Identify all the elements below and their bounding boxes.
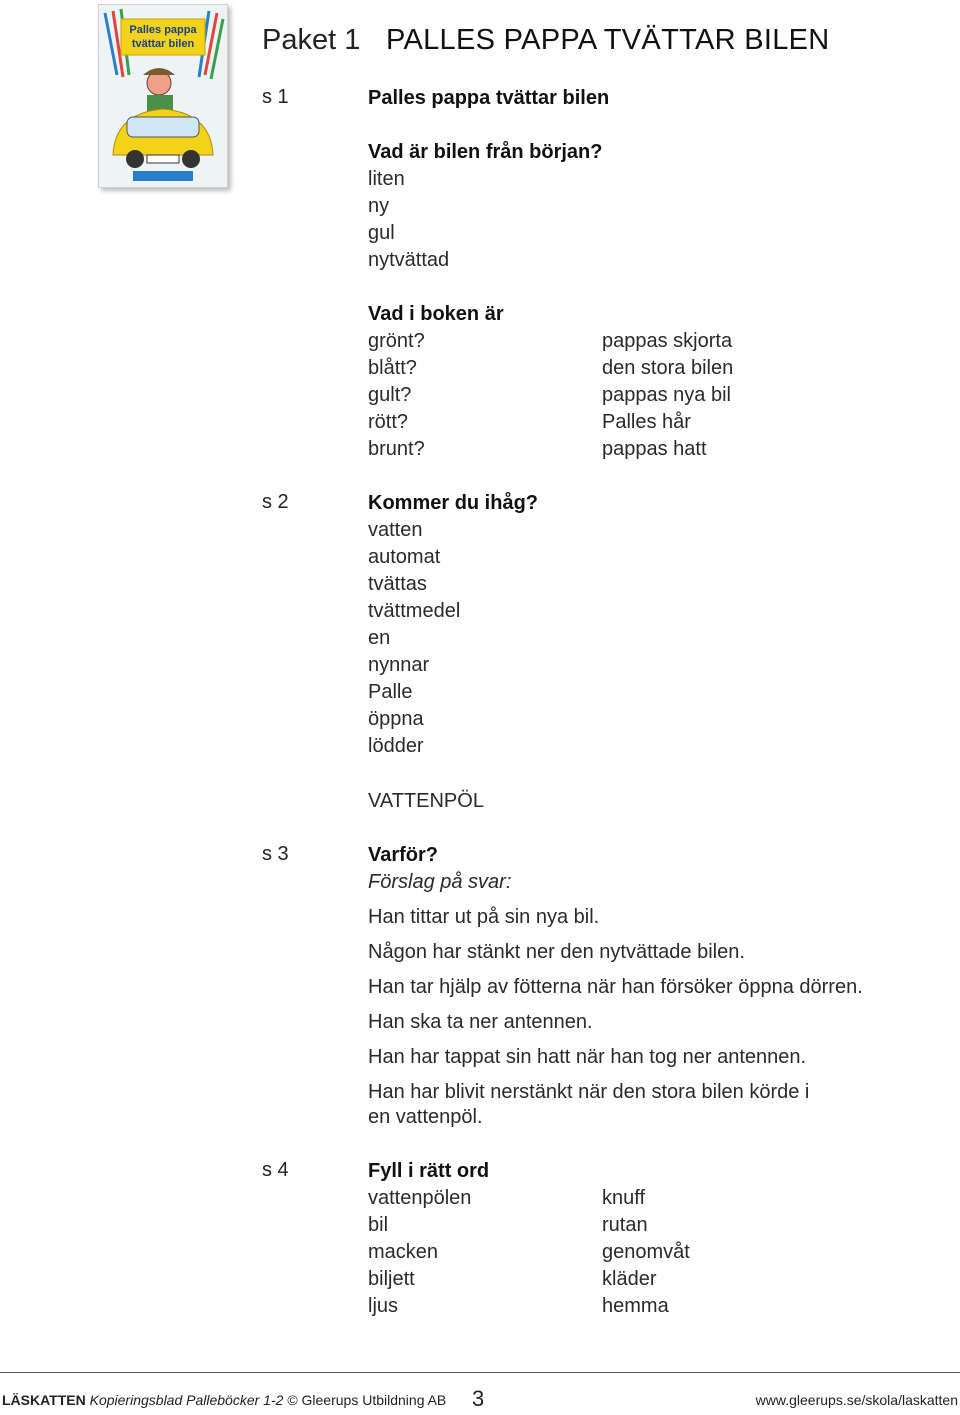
section-label-s2: s 2 [262, 491, 289, 513]
s1-q2-right-item: pappas skjorta [602, 330, 733, 352]
footer-credit [2, 1392, 446, 1408]
s3-answer: Någon har stänkt ner den nytvättade bilen. [368, 941, 745, 963]
section-label-s3: s 3 [262, 843, 289, 865]
s2-item: Palle [368, 681, 413, 703]
s1-q2-left-item: brunt? [368, 438, 425, 460]
s2-item: nynnar [368, 654, 430, 676]
s3-answer: Han har blivit nerstänkt när den stora bilen körde i [368, 1081, 810, 1103]
s1-q1-item: liten [368, 168, 405, 190]
s2-item: tvättmedel [368, 600, 461, 622]
s1-q2-left-item: grönt? [368, 330, 425, 352]
s1-q2-title: Vad i boken är [368, 303, 504, 325]
footer-url: www.gleerups.se/skola/laskatten [755, 1392, 958, 1408]
s3-answer: Han tittar ut på sin nya bil. [368, 906, 600, 928]
s4-right-word: hemma [602, 1295, 669, 1317]
section-label-s4: s 4 [262, 1159, 289, 1181]
s1-q1-item: nytvättad [368, 249, 450, 271]
s3-answer: Han tar hjälp av fötterna när han försöker öppna dörren. [368, 976, 863, 998]
page-title: PALLES PAPPA TVÄTTAR BILEN [386, 24, 830, 56]
s3-title: Varför? [368, 844, 439, 866]
s1-q2-right-item: pappas hatt [602, 438, 707, 460]
s4-title: Fyll i rätt ord [368, 1160, 490, 1182]
svg-text:tvättar bilen: tvättar bilen [131, 38, 195, 50]
s2-item: öppna [368, 708, 424, 730]
s2-extra-word: VATTENPÖL [368, 790, 484, 812]
book-cover-illustration [99, 5, 227, 187]
s2-item: lödder [368, 735, 424, 757]
s1-q2-right-item: Palles hår [602, 411, 691, 433]
s1-q2-left-item: gult? [368, 384, 412, 406]
s4-left-word: biljett [368, 1268, 415, 1290]
s1-q2-left-item: blått? [368, 357, 417, 379]
book-cover-image [98, 4, 228, 188]
s4-right-word: kläder [602, 1268, 657, 1290]
s3-answer: Han ska ta ner antennen. [368, 1011, 593, 1033]
s1-q1-item: gul [368, 222, 395, 244]
s2-title: Kommer du ihåg? [368, 492, 539, 514]
s3-answer: Han har tappat sin hatt när han tog ner antennen. [368, 1046, 807, 1068]
s4-left-word: ljus [368, 1295, 399, 1317]
s4-right-word: rutan [602, 1214, 648, 1236]
s4-left-word: vattenpölen [368, 1187, 472, 1209]
header-paket-label: Paket 1 [262, 24, 361, 56]
s2-item: vatten [368, 519, 423, 541]
s1-q2-left-item: rött? [368, 411, 409, 433]
s1-heading: Palles pappa tvättar bilen [368, 87, 610, 109]
footer-text: Kopieringsblad Palleböcker 1-2 [89, 1392, 284, 1408]
footer-divider [0, 1372, 960, 1373]
footer-brand: LÄSKATTEN [2, 1392, 86, 1408]
section-label-s1: s 1 [262, 86, 289, 108]
s4-right-word: genomvåt [602, 1241, 690, 1263]
s4-left-word: bil [368, 1214, 389, 1236]
footer-copyright: © Gleerups Utbildning AB [287, 1392, 447, 1408]
s1-q2-right-item: den stora bilen [602, 357, 734, 379]
page-number: 3 [472, 1386, 485, 1411]
s3-subtitle: Förslag på svar: [368, 871, 512, 893]
s3-answer: en vattenpöl. [368, 1106, 483, 1128]
s1-q1-item: ny [368, 195, 390, 217]
s2-item: en [368, 627, 391, 649]
s4-left-word: macken [368, 1241, 439, 1263]
svg-text:Palles pappa: Palles pappa [129, 24, 197, 36]
s1-q1-title: Vad är bilen från början? [368, 141, 603, 163]
s1-q2-right-item: pappas nya bil [602, 384, 731, 406]
s2-item: automat [368, 546, 441, 568]
s2-item: tvättas [368, 573, 427, 595]
s4-right-word: knuff [602, 1187, 645, 1209]
